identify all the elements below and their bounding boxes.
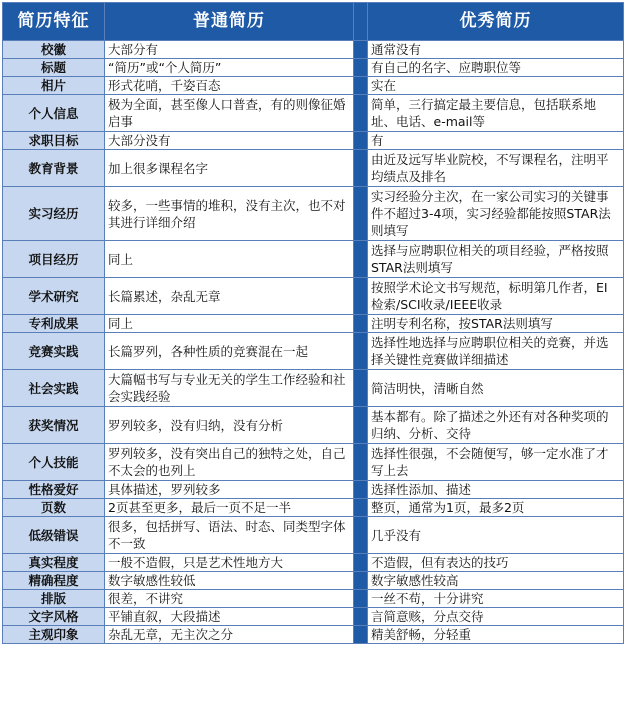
excellent-resume-cell: 按照学术论文书写规范，标明第几作者，EI检索/SCI收录/IEEE收录 [368, 278, 624, 315]
column-divider [354, 407, 368, 444]
column-divider [354, 370, 368, 407]
row-label: 学术研究 [3, 278, 105, 315]
header-excellent-resume: 优秀简历 [368, 3, 624, 41]
normal-resume-cell: 形式花哨，千姿百态 [105, 77, 354, 95]
column-divider [354, 481, 368, 499]
table-row [3, 132, 624, 150]
table-row [3, 241, 624, 278]
normal-resume-cell: 罗列较多，没有突出自己的独特之处，自己不太会的也列上 [105, 444, 354, 481]
row-label: 获奖情况 [3, 407, 105, 444]
table-row [3, 59, 624, 77]
table-row [3, 554, 624, 572]
column-divider [354, 333, 368, 370]
normal-resume-cell: 长篇累述，杂乱无章 [105, 278, 354, 315]
column-divider [354, 132, 368, 150]
column-divider [354, 77, 368, 95]
excellent-resume-cell: 选择与应聘职位相关的项目经验，严格按照STAR法则填写 [368, 241, 624, 278]
normal-resume-cell: 数字敏感性较低 [105, 572, 354, 590]
normal-resume-cell: 大部分有 [105, 41, 354, 59]
excellent-resume-cell: 选择性地选择与应聘职位相关的竞赛，并选择关键性竞赛做详细描述 [368, 333, 624, 370]
normal-resume-cell: 极为全面，甚至像人口普查，有的则像征婚启事 [105, 95, 354, 132]
excellent-resume-cell: 数字敏感性较高 [368, 572, 624, 590]
table-body [3, 41, 624, 644]
excellent-resume-cell: 注明专利名称，按STAR法则填写 [368, 315, 624, 333]
header-normal-resume: 普通简历 [105, 3, 354, 41]
column-divider [354, 187, 368, 241]
column-divider [354, 150, 368, 187]
column-divider [354, 444, 368, 481]
row-label: 项目经历 [3, 241, 105, 278]
normal-resume-cell: 大部分没有 [105, 132, 354, 150]
excellent-resume-cell: 简单，三行搞定最主要信息，包括联系地址、电话、e-mail等 [368, 95, 624, 132]
row-label: 真实程度 [3, 554, 105, 572]
row-label: 教育背景 [3, 150, 105, 187]
table-row [3, 187, 624, 241]
row-label: 校徽 [3, 41, 105, 59]
column-divider [354, 41, 368, 59]
normal-resume-cell: “简历”或“个人简历” [105, 59, 354, 77]
excellent-resume-cell: 有 [368, 132, 624, 150]
row-label: 专利成果 [3, 315, 105, 333]
excellent-resume-cell: 由近及远写毕业院校，不写课程名，注明平均绩点及排名 [368, 150, 624, 187]
normal-resume-cell: 同上 [105, 241, 354, 278]
header-aspect: 简历特征 [3, 3, 105, 41]
row-label: 标题 [3, 59, 105, 77]
table-row [3, 517, 624, 554]
table-row [3, 315, 624, 333]
excellent-resume-cell: 有自己的名字、应聘职位等 [368, 59, 624, 77]
excellent-resume-cell: 简洁明快，清晰自然 [368, 370, 624, 407]
table-row [3, 626, 624, 644]
excellent-resume-cell: 言简意赅，分点交待 [368, 608, 624, 626]
table-row [3, 41, 624, 59]
table-row [3, 370, 624, 407]
excellent-resume-cell: 选择性添加、描述 [368, 481, 624, 499]
excellent-resume-cell: 通常没有 [368, 41, 624, 59]
table-row [3, 95, 624, 132]
normal-resume-cell: 杂乱无章，无主次之分 [105, 626, 354, 644]
column-divider [354, 554, 368, 572]
normal-resume-cell: 罗列较多，没有归纳，没有分析 [105, 407, 354, 444]
table-row [3, 499, 624, 517]
row-label: 排版 [3, 590, 105, 608]
column-divider [354, 517, 368, 554]
table-row [3, 407, 624, 444]
column-divider [354, 278, 368, 315]
column-divider [354, 95, 368, 132]
normal-resume-cell: 长篇罗列，各种性质的竞赛混在一起 [105, 333, 354, 370]
row-label: 竞赛实践 [3, 333, 105, 370]
table-row [3, 444, 624, 481]
row-label: 个人技能 [3, 444, 105, 481]
normal-resume-cell: 一般不造假，只是艺术性地方大 [105, 554, 354, 572]
row-label: 实习经历 [3, 187, 105, 241]
column-divider [354, 241, 368, 278]
excellent-resume-cell: 精美舒畅，分轻重 [368, 626, 624, 644]
row-label: 社会实践 [3, 370, 105, 407]
table-row [3, 572, 624, 590]
table-row [3, 481, 624, 499]
excellent-resume-cell: 选择性很强，不会随便写，够一定水准了才写上去 [368, 444, 624, 481]
column-divider [354, 499, 368, 517]
normal-resume-cell: 很差，不讲究 [105, 590, 354, 608]
table-row [3, 333, 624, 370]
normal-resume-cell: 较多，一些事情的堆积，没有主次，也不对其进行详细介绍 [105, 187, 354, 241]
column-divider [354, 572, 368, 590]
row-label: 精确程度 [3, 572, 105, 590]
column-divider [354, 590, 368, 608]
row-label: 低级错误 [3, 517, 105, 554]
excellent-resume-cell: 几乎没有 [368, 517, 624, 554]
normal-resume-cell: 大篇幅书写与专业无关的学生工作经验和社会实践经验 [105, 370, 354, 407]
normal-resume-cell: 平铺直叙，大段描述 [105, 608, 354, 626]
column-divider [354, 626, 368, 644]
normal-resume-cell: 具体描述，罗列较多 [105, 481, 354, 499]
excellent-resume-cell: 实习经验分主次，在一家公司实习的关键事件不超过3-4项，实习经验都能按照STAR法则填写 [368, 187, 624, 241]
table-row [3, 77, 624, 95]
row-label: 主观印象 [3, 626, 105, 644]
table-row [3, 150, 624, 187]
table-row [3, 278, 624, 315]
header-divider [354, 3, 368, 41]
normal-resume-cell: 2页甚至更多，最后一页不足一半 [105, 499, 354, 517]
row-label: 相片 [3, 77, 105, 95]
column-divider [354, 608, 368, 626]
header-row [3, 3, 624, 41]
normal-resume-cell: 加上很多课程名字 [105, 150, 354, 187]
normal-resume-cell: 很多，包括拼写、语法、时态、同类型字体不一致 [105, 517, 354, 554]
normal-resume-cell: 同上 [105, 315, 354, 333]
excellent-resume-cell: 实在 [368, 77, 624, 95]
table-row [3, 608, 624, 626]
excellent-resume-cell: 一丝不苟，十分讲究 [368, 590, 624, 608]
excellent-resume-cell: 不造假，但有表达的技巧 [368, 554, 624, 572]
row-label: 文字风格 [3, 608, 105, 626]
table-row [3, 590, 624, 608]
resume-comparison-table [2, 2, 624, 644]
row-label: 个人信息 [3, 95, 105, 132]
row-label: 性格爱好 [3, 481, 105, 499]
row-label: 求职目标 [3, 132, 105, 150]
column-divider [354, 315, 368, 333]
excellent-resume-cell: 整页，通常为1页，最多2页 [368, 499, 624, 517]
column-divider [354, 59, 368, 77]
row-label: 页数 [3, 499, 105, 517]
excellent-resume-cell: 基本都有。除了描述之外还有对各种奖项的归纳、分析、交待 [368, 407, 624, 444]
